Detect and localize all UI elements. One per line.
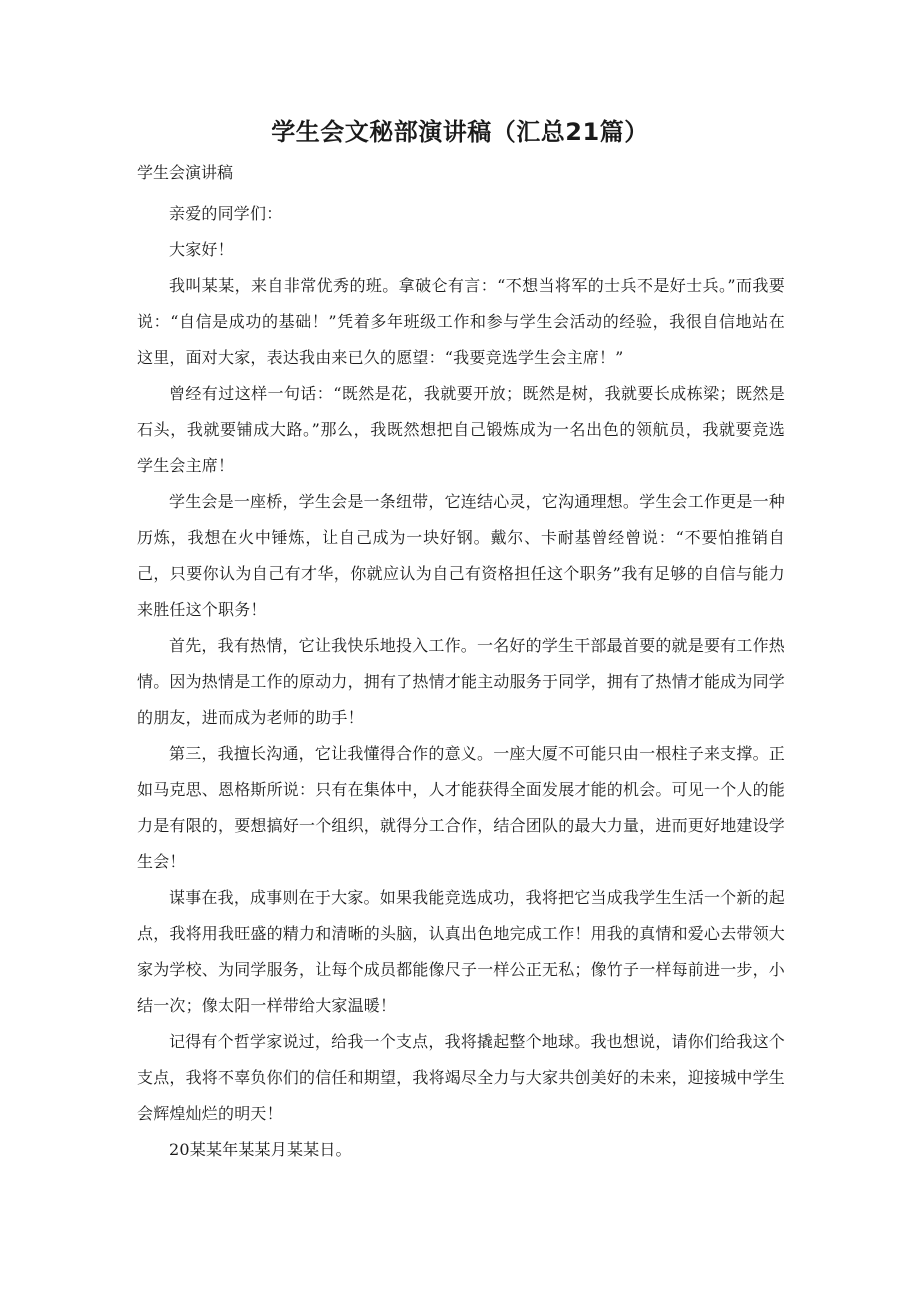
- document-title: 学生会文秘部演讲稿（汇总21篇）: [271, 118, 649, 146]
- paragraph-introduction: 我叫某某，来自非常优秀的班。拿破仑有言：“不想当将军的士兵不是好士兵。”而我要说：“自信是成功的基础！”凭着多年班级工作和参与学生会活动的经验，我很自信地站在这里，面对大家，表达我由来已久的愿望：“我要竞选学生会主席！”: [137, 276, 785, 367]
- paragraph-student-union: 学生会是一座桥，学生会是一条纽带，它连结心灵，它沟通理想。学生会工作更是一种历炼，我想在火中锤炼，让自己成为一块好钢。戴尔、卡耐基曾经曾说：“不要怕推销自己，只要你认为自己有才华，你就应认为自己有资格担任这个职务”我有足够的自信与能力来胜任这个职务！: [137, 492, 785, 619]
- paragraph-date: 20某某年某某月某某日。: [169, 1140, 352, 1159]
- paragraph-greeting: 大家好！: [169, 240, 234, 259]
- paragraph-communication: 第三，我擅长沟通，它让我懂得合作的意义。一座大厦不可能只由一根柱子来支撑。正如马克思、恩格斯所说：只有在集体中，人才能获得全面发展才能的机会。可见一个人的能力是有限的，要想搞好一个组织，就得分工合作，结合团队的最大力量，进而更好地建设学生会！: [137, 744, 786, 871]
- paragraph-quote: 曾经有过这样一句话：“既然是花，我就要开放；既然是树，我就要长成栋梁；既然是石头，我就要铺成大路。”那么，我既然想把自己锻炼成为一名出色的领航员，我就要竞选学生会主席！: [137, 384, 785, 475]
- paragraph-pledge: 谋事在我，成事则在于大家。如果我能竞选成功，我将把它当成我学生生活一个新的起点，我将用我旺盛的精力和清晰的头脑，认真出色地完成工作！用我的真情和爱心去带领大家为学校、为同学服务，让每个成员都能像尺子一样公正无私；像竹子一样每前进一步，小结一次；像太阳一样带给大家温暖！: [137, 888, 786, 1015]
- document-body: [137, 196, 785, 1168]
- paragraph-enthusiasm: 首先，我有热情，它让我快乐地投入工作。一名好的学生干部最首要的就是要有工作热情。因为热情是工作的原动力，拥有了热情才能主动服务于同学，拥有了热情才能成为同学的朋友，进而成为老师的助手！: [137, 636, 786, 727]
- paragraph-salutation: 亲爱的同学们：: [169, 204, 283, 223]
- paragraph-closing: 记得有个哲学家说过，给我一个支点，我将撬起整个地球。我也想说，请你们给我这个支点，我将不辜负你们的信任和期望，我将竭尽全力与大家共创美好的未来，迎接城中学生会辉煌灿烂的明天！: [137, 1032, 786, 1123]
- document-subtitle: 学生会演讲稿: [137, 163, 234, 182]
